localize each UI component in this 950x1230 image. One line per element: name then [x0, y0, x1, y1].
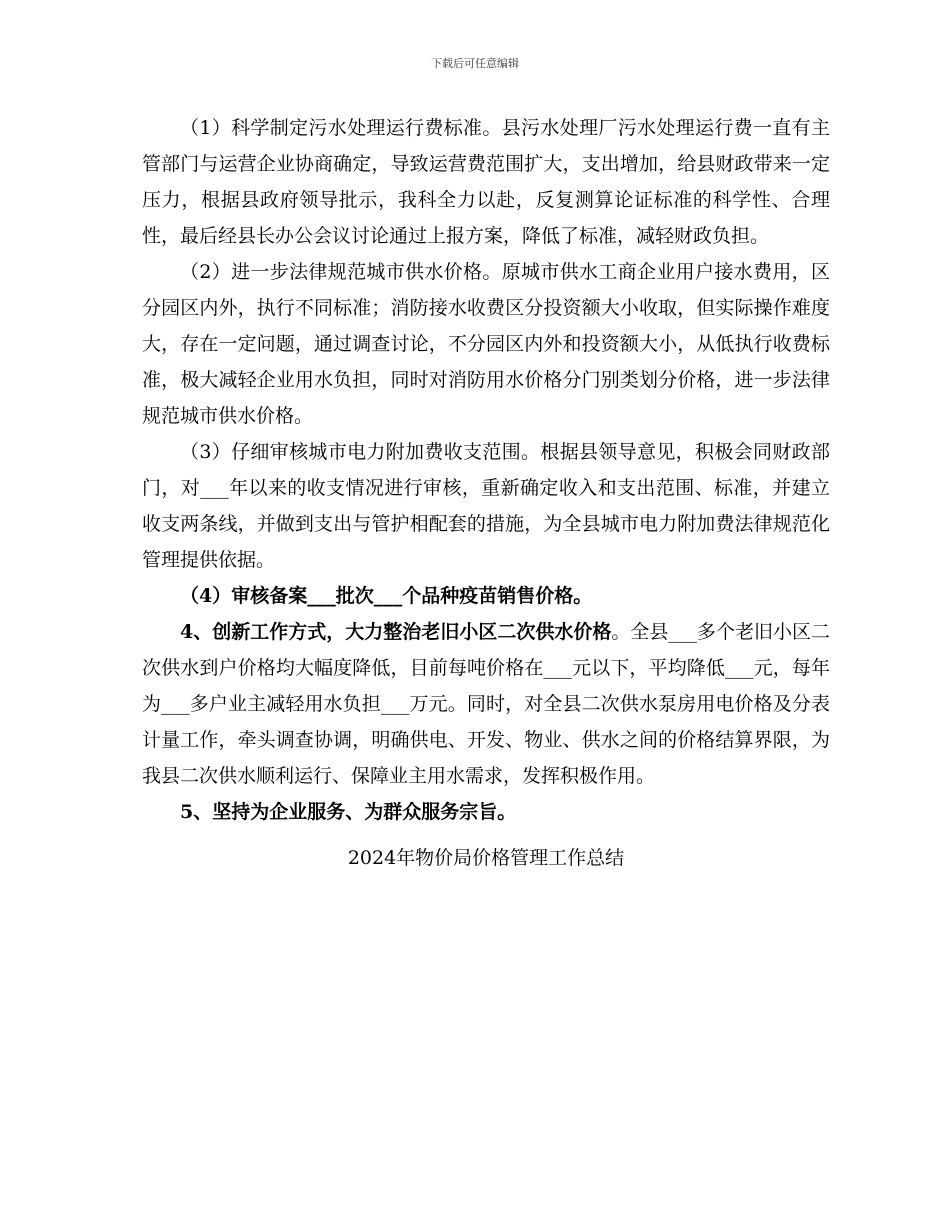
page-header: 下载后可任意编辑 [431, 57, 519, 70]
paragraph-sewage-fee: （1）科学制定污水处理运行费标准。县污水处理厂污水处理运行费一直有主管部门与运营企业协商确定，导致运营费范围扩大，支出增加，给县财政带来一定压力，根据县政府领导批示，我科全力以赴，反复测算论证标准的科学性、合理性，最后经县长办公会议讨论通过上报方案，降低了标准，减轻财政负担。 [142, 117, 830, 247]
paragraph-secondary-water-heading: 4、创新工作方式，大力整治老旧小区二次供水价格 [180, 621, 612, 643]
paragraph-power-surcharge: （3）仔细审核城市电力附加费收支范围。根据县领导意见，积极会同财政部门，对___年以来的收支情况进行审核，重新确定收入和支出范围、标准，并建立收支两条线，并做到支出与管护相配套的措施，为全县城市电力附加费法律规范化管理提供依据。 [142, 441, 830, 571]
paragraph-service-purpose: 5、坚持为企业服务、为群众服务宗旨。 [180, 801, 517, 823]
paragraph-vaccine-price: （4）审核备案___批次___个品种疫苗销售价格。 [180, 585, 593, 607]
paragraph-secondary-water [142, 614, 830, 794]
paragraph-water-price: （2）进一步法律规范城市供水价格。原城市供水工商企业用户接水费用，区分园区内外，执行不同标准；消防接水收费区分投资额大小收取，但实际操作难度大，存在一定问题，通过调查讨论，不分园区内外和投资额大小，从低执行收费标准，极大减轻企业用水负担，同时对消防用水价格分门别类划分价格，进一步法律规范城市供水价格。 [142, 261, 830, 427]
document-body [142, 110, 830, 876]
paragraph-secondary-water-text: 。全县___多个老旧小区二次供水到户价格均大幅度降低，目前每吨价格在___元以下，平均降低___元，每年为___多户业主减轻用水负担___万元。同时，对全县二次供水泵房用电价格及分表计量工作，牵头调查协调，明确供电、开发、物业、供水之间的价格结算界限，为我县二次供水顺利运行、保障业主用水需求，发挥积极作用。 [142, 621, 830, 787]
document-title: 2024年物价局价格管理工作总结 [347, 847, 625, 869]
